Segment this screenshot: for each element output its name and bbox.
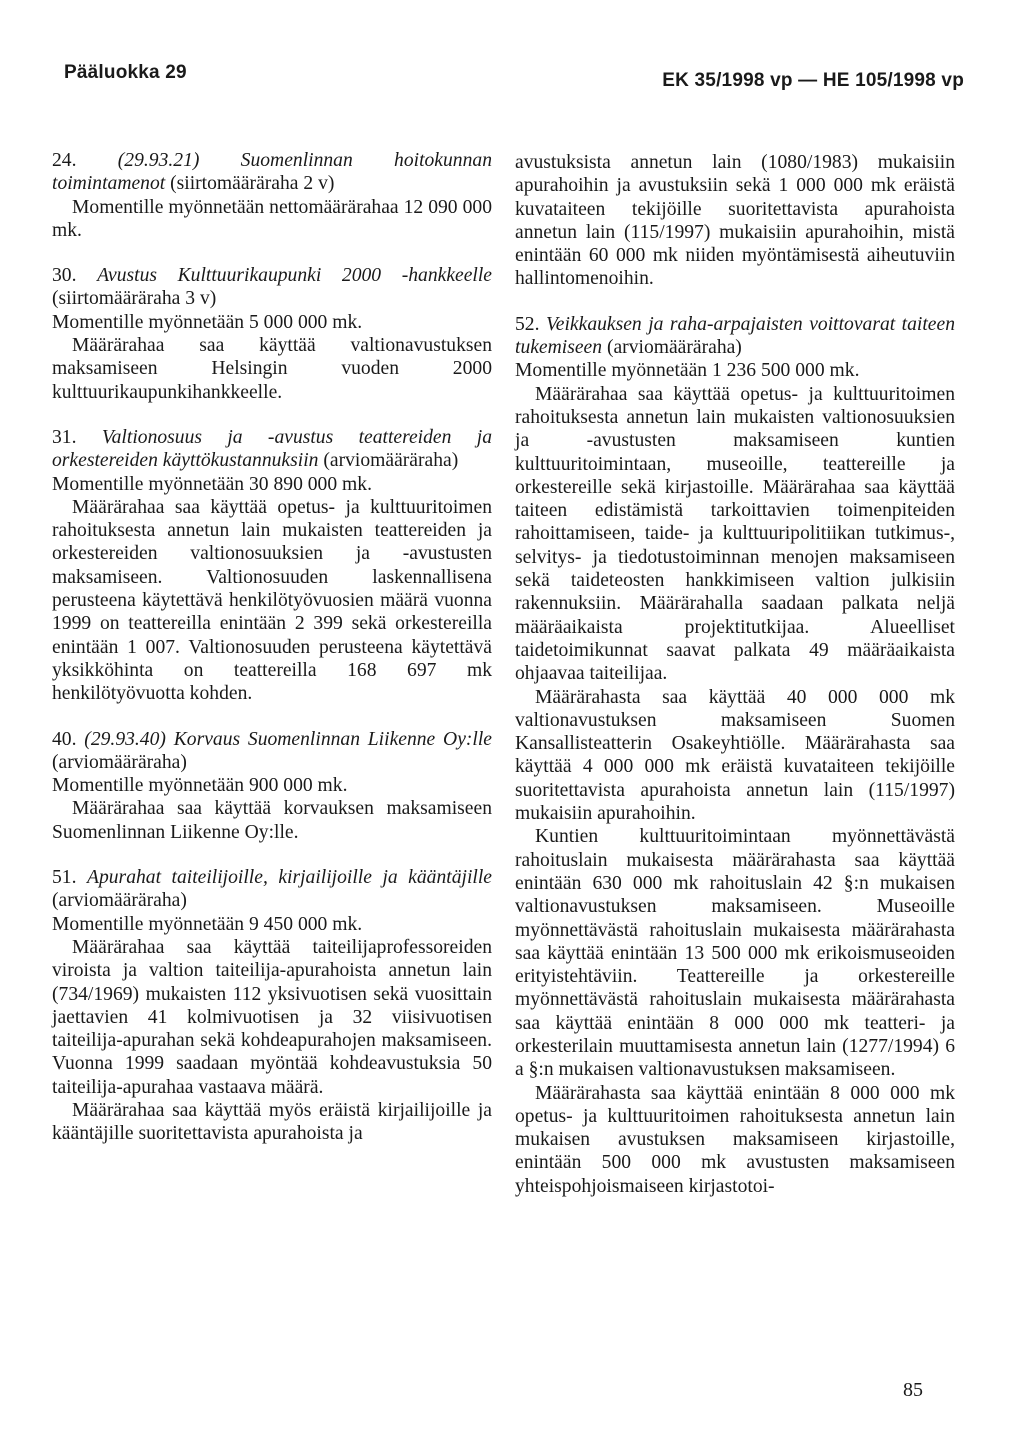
section-title: Veikkauksen ja raha-arpajaisten voittovarat taiteen tukemiseen — [515, 313, 955, 359]
section-title: Valtionosuus ja -avustus teattereiden ja orkestereiden käyttökustannuksiin — [52, 426, 492, 472]
section-51-heading — [52, 866, 492, 913]
section-52-body-4: Määrärahasta saa käyttää enintään 8 000 000 mk opetus- ja kulttuuritoimen rahoituksesta annetun lain mukaisen avustuksen maksamiseen kirjastoille, enintään 500 000 mk avustusten maksamiseen yhteispohjoismaiseen kirjastotoi- — [515, 1082, 955, 1197]
section-number: 40. — [52, 728, 77, 750]
section-number: 52. — [515, 313, 540, 335]
section-52-amount: Momentille myönnetään 1 236 500 000 mk. — [515, 360, 860, 382]
section-40-body: Määrärahaa saa käyttää korvauksen maksamiseen Suomenlinnan Liikenne Oy:lle. — [52, 798, 492, 843]
section-24-body: Momentille myönnetään nettomäärärahaa 12 090 000 mk. — [52, 196, 492, 241]
section-52-body-3: Kuntien kulttuuritoimintaan myönnettävästä rahoituslain mukaisesta määrärahasta saa käyttää enintään 630 000 mk rahoituslain 42 §:n mukaisen valtionavustuksen maksamiseen. Museoille myönnettävästä rahoituslain mukaisesta määrärahasta saa käyttää enintään 13 500 000 mk erikoismuseoiden erityistehtäviin. Teattereille ja orkestereille myönnettävästä rahoituslain mukaisesta määrärahasta saa käyttää enintään 8 000 000 mk teatteri- ja orkesterilain muuttamisesta annetun lain (1277/1994) 6 a §:n mukaisen valtionavustuksen maksamiseen. — [515, 826, 955, 1081]
section-number: 31. — [52, 426, 77, 448]
section-52-heading — [515, 313, 955, 360]
section-40-heading — [52, 728, 492, 775]
section-51-body-continued: Määrärahaa saa käyttää myös eräistä kirjailijoille ja kääntäjille suoritettavista apurahoista ja — [52, 1099, 492, 1145]
section-title: Avustus Kulttuurikaupunki 2000 -hankkeelle — [97, 265, 492, 287]
appropriation-type: (arviomääräraha) — [323, 450, 459, 472]
section-52-body-2: Määrärahasta saa käyttää 40 000 000 mk valtionavustuksen maksamiseen Suomen Kansallisteatterin Osakeyhtiölle. Määrärahasta saa käyttää 4 000 000 mk eräistä kuvataiteen tekijöille suoritettavista apurahoista annetun lain (115/1997) mukaisiin apurahoihin. — [515, 686, 955, 825]
section-number: 30. — [52, 265, 77, 287]
page-number: 85 — [903, 1379, 923, 1401]
left-column — [52, 149, 492, 1146]
appropriation-type: (siirtomääräraha 3 v) — [52, 288, 217, 310]
section-31-body: Määrärahaa saa käyttää opetus- ja kulttuuritoimen rahoituksesta annetun lain mukaisten teattereiden ja orkestereiden valtionosuuksien ja -avustusten maksamiseen. Valtionosuuden laskennallisena perusteena käytettävä henkilötyövuosien määrä vuonna 1999 on teattereilla enintään 2 399 sekä orkestereilla enintään 1 007. Valtionosuuden perusteena käytettävä yksikköhinta on teattereilla 168 697 mk henkilötyövuotta kohden. — [52, 496, 492, 705]
section-40-amount: Momentille myönnetään 900 000 mk. — [52, 775, 348, 797]
right-column — [515, 151, 955, 1198]
section-51-body: Määrärahaa saa käyttää taiteilijaprofessoreiden viroista ja valtion taiteilija-apurahoista annetun lain (734/1969) mukaisten 112 yksivuotisen sekä vuosittain jaettavien 41 kolmivuotisen ja 32 viisivuotisen taiteilija-apurahan sekä kohdeapurahojen maksamiseen. Vuonna 1999 saadaan myöntää kohdeavustuksia 50 taiteilija-apurahaa vastaava määrä. — [52, 936, 492, 1098]
section-52-body: Määrärahaa saa käyttää opetus- ja kulttuuritoimen rahoituksesta annetun lain mukaisten valtionosuuksien ja -avustusten maksamiseen kuntien kulttuuritoimintaan, museoille, teattereille ja orkestereille sekä kirjastoille. Määrärahaa saa käyttää taiteen edistämistä tarkoittavien toimenpiteiden rahoittamiseen, taide- ja kulttuuripolitiikan tutkimus-, selvitys- ja tiedotustoiminnan menojen maksamiseen sekä taideteosten hankkimiseen valtion julkisiin rakennuksiin. Määrärahalla saadaan palkata neljä määräaikaista projektitutkijaa. Alueelliset taidetoimikunnat saavat palkata 49 määräaikaista ohjaavaa taiteilijaa. — [515, 383, 955, 685]
section-30-amount: Momentille myönnetään 5 000 000 mk. — [52, 311, 363, 333]
section-number: 51. — [52, 867, 77, 889]
section-24-heading — [52, 149, 492, 196]
section-31-heading — [52, 426, 492, 473]
section-30-body: Määrärahaa saa käyttää valtionavustuksen maksamiseen Helsingin vuoden 2000 kulttuurikaupunkihankkeelle. — [52, 335, 492, 403]
appropriation-type: (arviomääräraha) — [606, 337, 742, 359]
section-title: Apurahat taiteilijoille, kirjailijoille ja kääntäjille — [87, 867, 492, 889]
section-51-amount: Momentille myönnetään 9 450 000 mk. — [52, 913, 363, 935]
appropriation-type: (arviomääräraha) — [52, 751, 187, 773]
running-header-right: EK 35/1998 vp — HE 105/1998 vp — [662, 70, 964, 91]
section-number: 24. — [52, 150, 77, 171]
section-30-heading — [52, 264, 492, 311]
appropriation-type: (arviomääräraha) — [52, 890, 187, 912]
section-51-continuation: avustuksista annetun lain (1080/1983) mukaisiin apurahoihin ja avustuksiin sekä 1 000 000 mk eräistä kuvataiteen tekijöille suoritettavista apurahoista annetun lain (115/1997) mukaisiin apurahoihin, mistä enintään 60 000 mk niiden myöntämisestä aiheutuviin hallintomenoihin. — [515, 152, 955, 290]
running-header-left: Pääluokka 29 — [64, 62, 187, 83]
appropriation-type: (siirtomääräraha 2 v) — [170, 173, 335, 195]
section-title: (29.93.40) Korvaus Suomenlinnan Liikenne Oy:lle — [84, 728, 492, 750]
section-31-amount: Momentille myönnetään 30 890 000 mk. — [52, 473, 372, 495]
section-title: (29.93.21) Suomenlinnan hoitokunnan toimintamenot — [52, 150, 492, 195]
